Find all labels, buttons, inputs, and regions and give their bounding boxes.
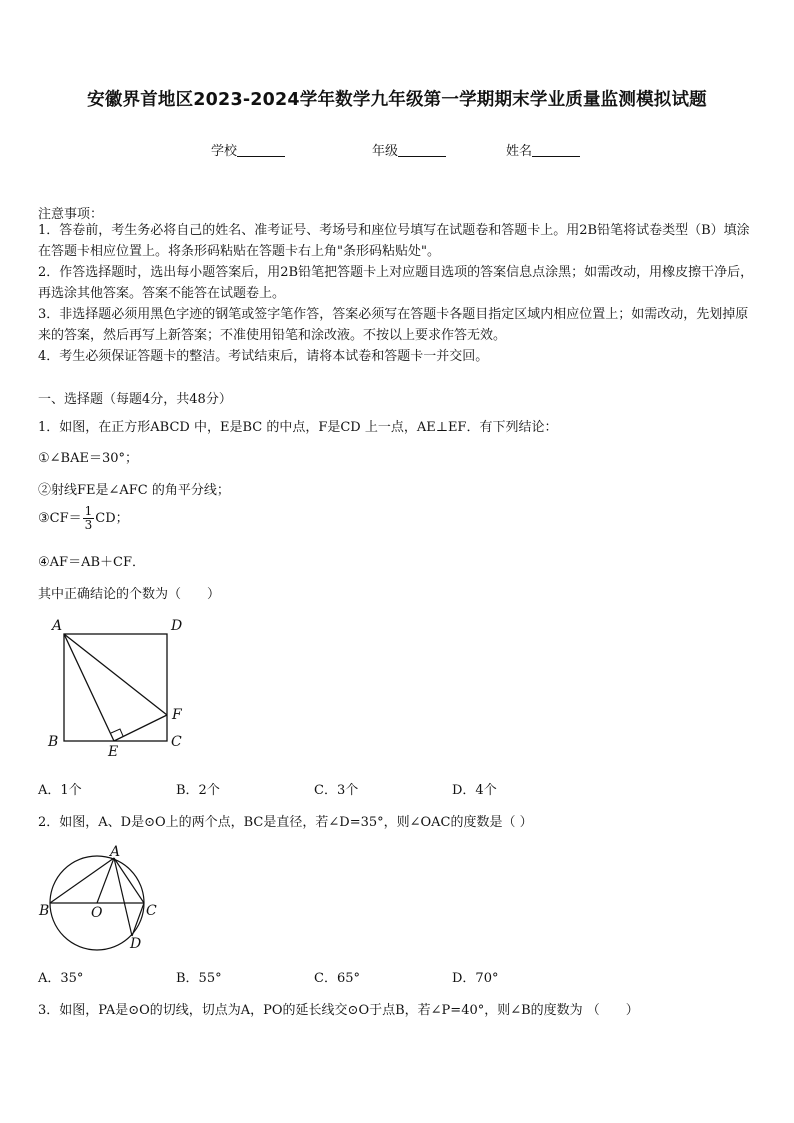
q2-circle-figure — [36, 842, 166, 954]
q2-option-b[interactable]: B．55° — [176, 971, 222, 986]
q1-square-figure — [40, 612, 200, 762]
note-item-3: 3．非选择题必须用黑色字迹的钢笔或签字笔作答，答案必须写在答题卡各题目指定区域内相应位置上；如需改动，先划掉原来的答案，然后再写上新答案；不准使用铅笔和涂改液。不按以上要求作答无效。 — [38, 307, 749, 343]
q1-conclusion-2: ②射线FE是∠AFC 的角平分线； — [38, 483, 230, 498]
segment-ao — [97, 858, 114, 903]
label-o: O — [91, 905, 103, 921]
segment-ac — [114, 858, 144, 903]
square-abcd — [64, 634, 167, 741]
segment-ab — [50, 858, 114, 903]
q3-stem: 3．如图，PA是⊙O的切线，切点为A，PO的延长线交⊙O于点B，若∠P=40°，则∠B的度数为 （ ） — [38, 1003, 639, 1018]
school-field — [211, 140, 285, 159]
segment-af — [64, 634, 167, 715]
q2-option-d[interactable]: D．70° — [452, 971, 499, 986]
label-f: F — [172, 707, 182, 723]
q2-option-c[interactable]: C．65° — [314, 971, 360, 986]
note-item-4: 4．考生必须保证答题卡的整洁。考试结束后，请将本试卷和答题卡一并交回。 — [38, 349, 489, 364]
segment-ad — [114, 858, 132, 936]
q1-option-a[interactable]: A．1个 — [38, 783, 82, 798]
q1-stem: 1．如图，在正方形ABCD 中，E是BC 的中点，F是CD 上一点，AE⊥EF．有下列结论： — [38, 420, 558, 435]
note-item-1: 1．答卷前，考生务必将自己的姓名、准考证号、考场号和座位号填写在试题卷和答题卡上。用2B铅笔将试卷类型（B）填涂在答题卡相应位置上。将条形码粘贴在答题卡右上角"条形码粘贴处"。 — [38, 223, 750, 259]
label-b: B — [48, 734, 59, 750]
fraction-numerator: 1 — [84, 504, 93, 518]
label-d: D — [171, 618, 183, 634]
note-item-2: 2．作答选择题时，选出每小题答案后，用2B铅笔把答题卡上对应题目选项的答案信息点涂黑；如需改动，用橡皮擦干净后，再选涂其他答案。答案不能答在试题卷上。 — [38, 265, 754, 301]
label-c: C — [146, 903, 157, 919]
q1-option-b[interactable]: B．2个 — [176, 783, 220, 798]
q1-conclusion-4: ④AF＝AB＋CF． — [38, 555, 145, 570]
school-label: 学校 — [211, 144, 238, 159]
name-label: 姓名 — [506, 144, 533, 159]
q1-c3-suffix: CD； — [95, 511, 129, 526]
label-c: C — [171, 734, 182, 750]
q1-conclusion-1: ①∠BAE＝30°； — [38, 451, 139, 466]
segment-dc — [132, 903, 144, 936]
segment-ae — [64, 634, 114, 741]
grade-blank[interactable] — [398, 143, 446, 157]
right-angle-mark — [111, 729, 123, 736]
grade-label: 年级 — [372, 144, 399, 159]
fraction — [83, 505, 95, 532]
q1-option-c[interactable]: C．3个 — [314, 783, 359, 798]
q1-option-d[interactable]: D．4个 — [452, 783, 497, 798]
name-blank[interactable] — [532, 143, 580, 157]
q1-conclusion-3 — [38, 505, 129, 532]
q2-option-a[interactable]: A．35° — [38, 971, 84, 986]
label-a: A — [52, 618, 63, 634]
label-a: A — [110, 844, 121, 860]
q2-stem: 2．如图，A、D是⊙O上的两个点，BC是直径，若∠D=35°，则∠OAC的度数是（ ） — [38, 815, 533, 830]
label-d: D — [130, 936, 142, 952]
grade-field — [372, 140, 446, 159]
school-blank[interactable] — [237, 143, 285, 157]
q1-ask: 其中正确结论的个数为（ ） — [38, 587, 221, 602]
label-b: B — [39, 903, 50, 919]
segment-ef — [114, 715, 167, 741]
label-e: E — [108, 744, 119, 760]
section-heading: 一、选择题（每题4分，共48分） — [38, 392, 232, 407]
q1-c3-prefix: ③CF＝ — [38, 511, 82, 526]
fraction-denominator: 3 — [84, 518, 93, 532]
notes-heading: 注意事项： — [38, 207, 104, 222]
exam-title: 安徽界首地区2023-2024学年数学九年级第一学期期末学业质量监测模拟试题 — [87, 90, 707, 110]
name-field — [506, 140, 580, 159]
